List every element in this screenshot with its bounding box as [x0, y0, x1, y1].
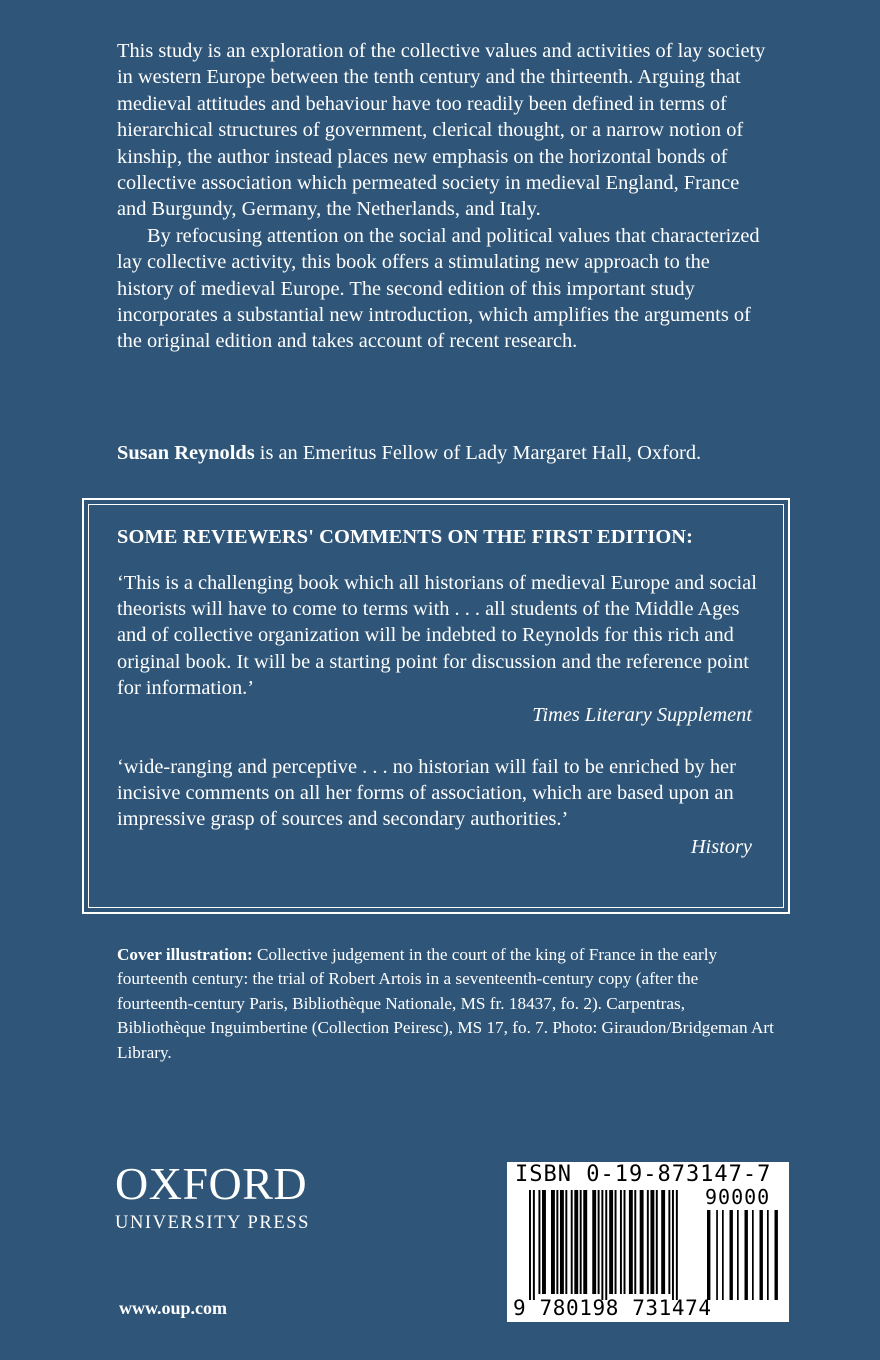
barcode-bar [609, 1190, 613, 1294]
barcode-panel [507, 1162, 789, 1322]
review-source: History [690, 836, 752, 858]
barcode-bar [624, 1190, 626, 1294]
barcode-bar [722, 1210, 724, 1300]
barcode-bar [676, 1190, 678, 1300]
barcode-bar [556, 1190, 558, 1294]
publisher-url[interactable]: www.oup.com [119, 1298, 228, 1318]
review-quote: ‘wide-ranging and perceptive . . . no historian will fail to be enriched by her incisive comments on all her forms of association, which are based upon an impressive grasp of sources and secondary authorities.’ [117, 756, 736, 831]
barcode-bar [580, 1190, 582, 1294]
publisher-subname: UNIVERSITY PRESS [115, 1213, 311, 1233]
barcode-bar [571, 1190, 573, 1294]
review-quote: ‘This is a challenging book which all historians of medieval Europe and social theorists will have to come to terms with . . . all students of the Middle Ages and of collective organization will be indebted to Reynolds for this rich and original book. It will be a starting point for discussion and the reference point for information.’ [117, 572, 757, 699]
cover-illustration-text: Collective judgement in the court of the king of France in the early fourteenth century: the trial of Robert Artois in a seventeenth-century copy (after the fourteenth-century Paris, Bibliothèque Nationale, MS fr. 18437, fo. 2). Carpentras, Bibliothèque Inguimbertine (Collection Peiresc), MS 17, fo. 7. Photo: Giraudon/Bridgeman Art Library. [117, 945, 774, 1062]
barcode-bar [707, 1210, 710, 1300]
barcode-bar [745, 1210, 748, 1300]
barcode-bar [760, 1210, 763, 1300]
barcode-bar [583, 1190, 587, 1294]
barcode-bar [560, 1190, 564, 1294]
blurb-paragraph-2: By refocusing attention on the social and political values that characterized lay collective activity, this book offers a stimulating new approach to the history of medieval Europe. The second edition of this important study incorporates a substantial new introduction, which amplifies the arguments of the original edition and takes account of recent research. [117, 224, 760, 353]
barcode-bar [752, 1210, 754, 1300]
barcode-bar [629, 1190, 633, 1294]
barcode-bar [661, 1190, 665, 1294]
review-source: Times Literary Supplement [532, 704, 752, 726]
barcode-bar [716, 1210, 718, 1300]
cover-illustration-label: Cover illustration: [117, 945, 253, 964]
author-bio [117, 440, 797, 466]
barcode-bar [737, 1210, 739, 1300]
barcode-bar [565, 1190, 567, 1294]
barcode-bar [650, 1190, 654, 1294]
barcode-bar [775, 1210, 778, 1300]
price-code: 90000 [705, 1185, 771, 1209]
barcode-bar [767, 1210, 769, 1300]
barcode-bar [620, 1190, 622, 1294]
barcode-bar [647, 1190, 649, 1294]
barcode-bar [668, 1190, 670, 1294]
reviews-box [82, 498, 790, 914]
ean-digits: 9 780198 731474 [513, 1296, 712, 1320]
barcode-bar [538, 1190, 540, 1294]
barcode-bar [592, 1190, 596, 1294]
barcode-bar [529, 1190, 531, 1300]
author-bio-text: is an Emeritus Fellow of Lady Margaret Hall, Oxford. [254, 442, 702, 464]
barcode-bar [605, 1190, 607, 1300]
barcode-bar [615, 1190, 617, 1294]
barcode-bar [601, 1190, 603, 1300]
barcode-bar [542, 1190, 546, 1294]
publisher-name: OXFORD [115, 1158, 308, 1209]
barcode-bar [598, 1190, 600, 1294]
blurb-paragraph-1: This study is an exploration of the collective values and activities of lay society in western Europe between the tenth century and the thirteenth. Arguing that medieval attitudes and behaviour have too readily been defined in terms of hierarchical structures of government, clerical thought, or a narrow notion of kinship, the author instead places new emphasis on the horizontal bonds of collective association which permeated society in medieval England, France and Burgundy, Germany, the Netherlands, and Italy. [117, 40, 766, 221]
blurb [117, 38, 767, 355]
author-name: Susan Reynolds [117, 442, 255, 464]
barcode-bar [672, 1190, 674, 1300]
barcode-bar [656, 1190, 658, 1294]
barcode-bar [551, 1190, 555, 1294]
reviews-heading: SOME REVIEWERS' COMMENTS ON THE FIRST EDITION: [117, 526, 694, 548]
barcode-bar [640, 1190, 644, 1294]
barcode-bar [730, 1210, 733, 1300]
barcode-bar [533, 1190, 535, 1300]
barcode-bar [574, 1190, 578, 1294]
isbn-text: ISBN 0-19-873147-7 [515, 1162, 772, 1187]
cover-illustration-credit [117, 943, 777, 1065]
publisher-logo [115, 1158, 355, 1234]
barcode-bar [634, 1190, 636, 1294]
